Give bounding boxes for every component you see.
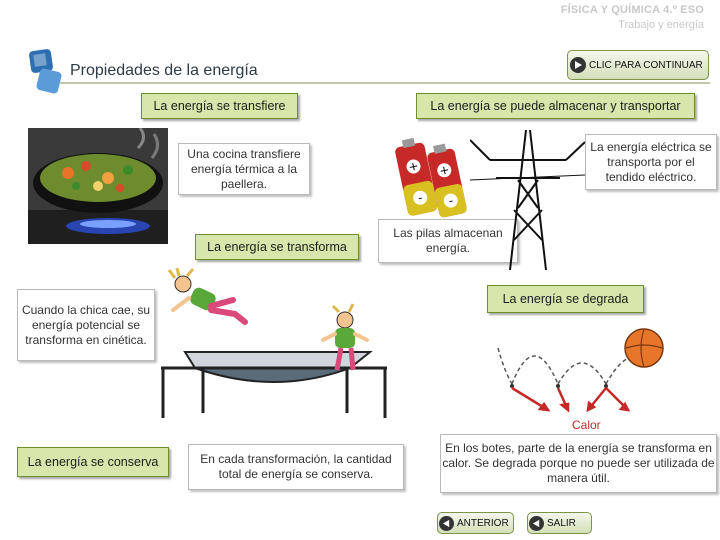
store-box: La energía se puede almacenar y transportar xyxy=(416,93,695,119)
previous-label: ANTERIOR xyxy=(457,517,509,529)
exit-icon xyxy=(529,516,544,531)
exit-button[interactable] xyxy=(527,512,592,534)
electric-note: La energía eléctrica se transporta por el tendido eléctrico. xyxy=(585,134,717,190)
page-title: Propiedades de la energía xyxy=(70,62,258,79)
transfer-box: La energía se transfiere xyxy=(141,93,298,119)
svg-text:-: - xyxy=(416,190,424,206)
conservation-note: En cada transformación, la cantidad total de energía se conserva. xyxy=(188,444,404,490)
logo-icon xyxy=(28,46,64,96)
back-icon xyxy=(439,516,454,531)
conserve-box: La energía se conserva xyxy=(17,447,169,477)
unit-title: Trabajo y energía xyxy=(618,19,704,31)
title-divider xyxy=(60,82,710,84)
continue-button[interactable] xyxy=(567,50,709,80)
girl-note: Cuando la chica cae, su energía potencial se transforma en cinética. xyxy=(17,289,155,361)
batteries-illustration xyxy=(395,128,470,223)
bouncing-ball-illustration xyxy=(488,318,668,414)
trampoline-illustration xyxy=(155,268,400,420)
stove-illustration xyxy=(28,128,168,244)
degrade-box: La energía se degrada xyxy=(487,285,644,313)
batteries-note: Las pilas almacenan energía. xyxy=(378,219,518,263)
exit-label: SALIR xyxy=(547,517,576,529)
bounces-note: En los botes, parte de la energía se transforma en calor. Se degrada porque no puede ser utilizada de manera útil. xyxy=(440,434,717,493)
heat-label: Calor xyxy=(572,418,601,432)
course-title: FÍSICA Y QUÍMICA 4.º ESO xyxy=(560,4,704,16)
previous-button[interactable] xyxy=(437,512,514,534)
svg-text:-: - xyxy=(447,193,455,208)
transform-box: La energía se transforma xyxy=(195,234,359,260)
svg-text:+: + xyxy=(437,162,451,179)
svg-text:+: + xyxy=(407,158,420,175)
play-icon xyxy=(570,57,586,73)
stove-note: Una cocina transfiere energía térmica a la paellera. xyxy=(178,143,310,195)
continue-label: CLIC PARA CONTINUAR xyxy=(589,59,703,71)
power-tower-illustration xyxy=(470,120,585,270)
